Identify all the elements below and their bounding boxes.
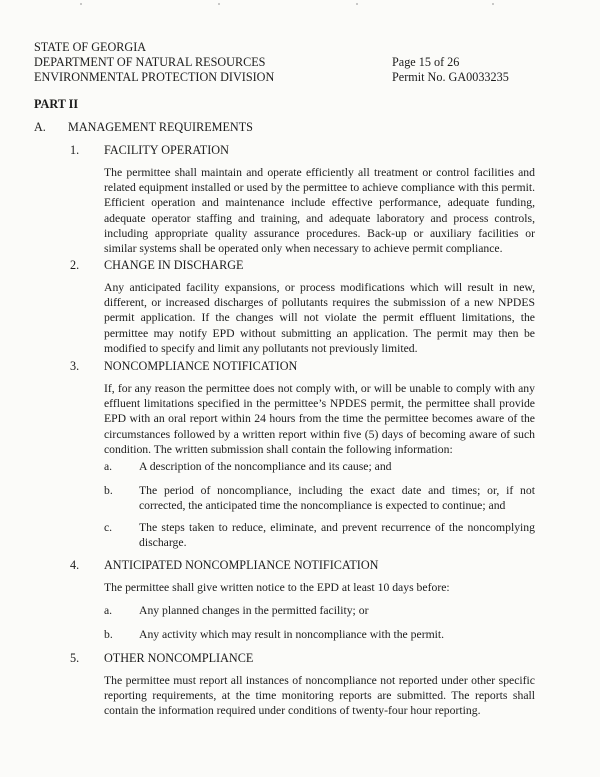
- part-title: PART II: [34, 97, 79, 111]
- list-text: The period of noncompliance, including the exact date and times; or, if not corrected, the anticipated time the noncompliance is expected to continue; and: [139, 484, 535, 513]
- item-paragraph: The permittee shall give written notice to the EPD at least 10 days before:: [104, 581, 450, 594]
- list-letter: c.: [104, 521, 113, 534]
- item-paragraph: If, for any reason the permittee does not comply with, or will be unable to comply with any effluent limitations specified in the permittee’s NPDES permit, the permittee shall provide EPD with an oral report within 24 hours from the time the permittee becomes aware of the circumstances followed by a written report within five (5) days of becoming aware of such condition. The written submission shall contain the following information:: [104, 382, 535, 456]
- agency-line-division: ENVIRONMENTAL PROTECTION DIVISION: [34, 70, 275, 84]
- page-number: Page 15 of 26: [392, 55, 460, 69]
- item-title: OTHER NONCOMPLIANCE: [104, 651, 254, 665]
- list-letter: a.: [104, 460, 113, 473]
- list-letter: b.: [104, 484, 113, 497]
- list-text: A description of the noncompliance and its cause; and: [139, 460, 392, 473]
- agency-header: [34, 40, 274, 85]
- permit-number: Permit No. GA0033235: [392, 70, 509, 84]
- item-title: CHANGE IN DISCHARGE: [104, 258, 244, 272]
- list-text: Any activity which may result in noncompliance with the permit.: [139, 628, 445, 641]
- agency-line-state: STATE OF GEORGIA: [34, 40, 147, 54]
- list-text: Any planned changes in the permitted facility; or: [139, 604, 369, 617]
- section-title: MANAGEMENT REQUIREMENTS: [68, 120, 253, 134]
- section-label: A.: [34, 120, 46, 134]
- section-heading: [34, 120, 253, 135]
- page-info: [392, 55, 509, 85]
- item-title: NONCOMPLIANCE NOTIFICATION: [104, 359, 298, 373]
- item-number: 2.: [70, 258, 80, 272]
- agency-line-department: DEPARTMENT OF NATURAL RESOURCES: [34, 55, 266, 69]
- list-letter: b.: [104, 628, 113, 641]
- item-title: ANTICIPATED NONCOMPLIANCE NOTIFICATION: [104, 558, 379, 572]
- item-title: FACILITY OPERATION: [104, 143, 229, 157]
- item-number: 4.: [70, 558, 80, 572]
- item-paragraph: The permittee must report all instances of noncompliance not reported under other specific reporting requirements, at the time monitoring reports are submitted. The reports shall contain the information required under conditions of twenty-four hour reporting.: [104, 674, 535, 718]
- item-paragraph: Any anticipated facility expansions, or process modifications which will result in new, different, or increased discharges of pollutants requires the submission of a new NPDES permit application. If the changes will not violate the permit effluent limitations, the permittee may notify EPD without submitting an application. The permit may then be modified to specify and limit any pollutants not previously limited.: [104, 281, 535, 355]
- scan-artifacts: [0, 0, 600, 10]
- item-paragraph: The permittee shall maintain and operate efficiently all treatment or control facilities and related equipment installed or used by the permittee to achieve compliance with this permit. Efficient operation and maintenance include effective performance, adequate funding, adequate operator staffing and training, and adequate laboratory and process controls, including appropriate quality assurance procedures. Back-up or auxiliary facilities or similar systems shall be operated only when necessary to achieve permit compliance.: [104, 166, 535, 256]
- list-text: The steps taken to reduce, eliminate, and prevent recurrence of the noncomplying discharge.: [139, 521, 535, 550]
- item-number: 5.: [70, 651, 80, 665]
- item-number: 1.: [70, 143, 80, 157]
- list-letter: a.: [104, 604, 113, 617]
- item-number: 3.: [70, 359, 80, 373]
